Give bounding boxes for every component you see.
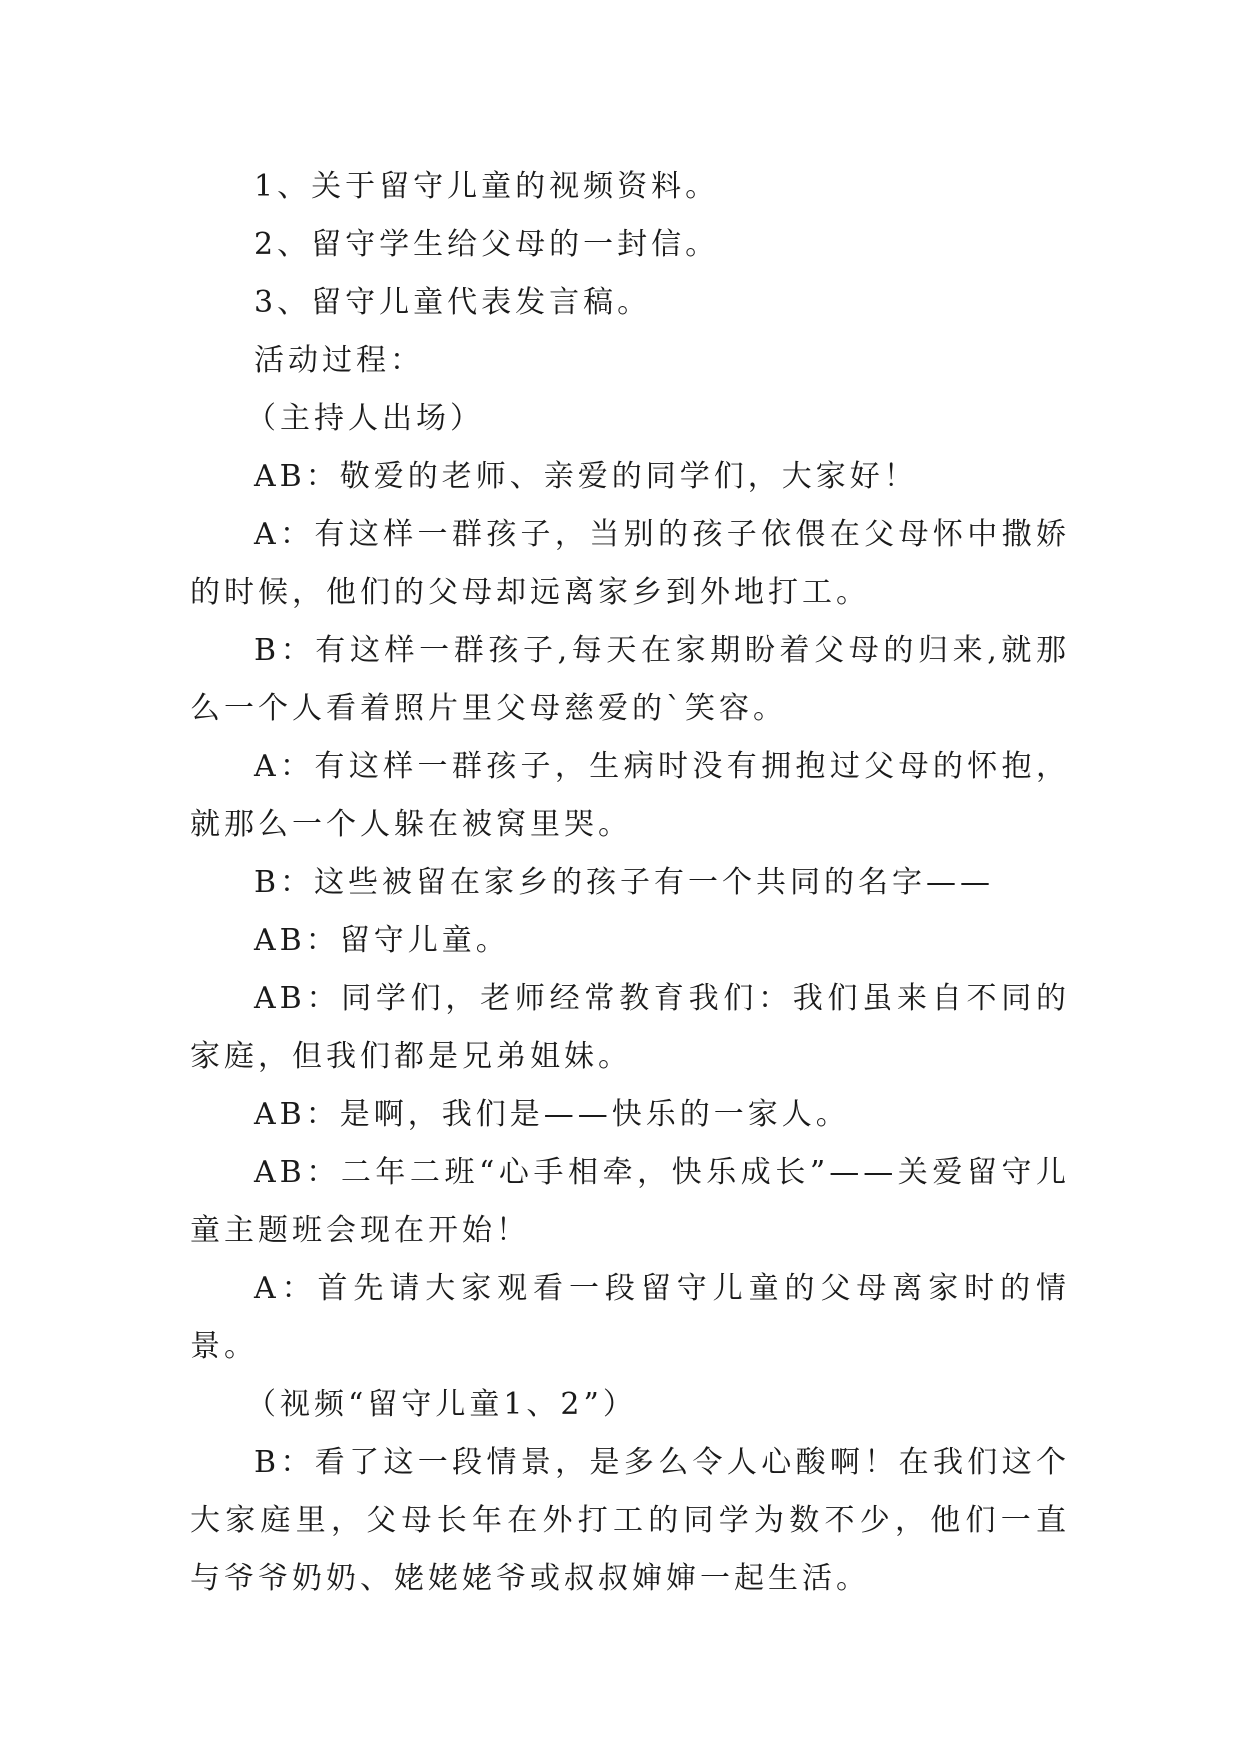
dialogue-line: A：首先请大家观看一段留守儿童的父母离家时的情景。 [190,1271,1070,1364]
list-item-letter-to-parents: 2、留守学生给父母的一封信。 [254,227,720,262]
dialogue-line: AB：留守儿童。 [254,923,510,958]
dialogue-line: AB：二年二班“心手相牵，快乐成长”——关爱留守儿童主题班会现在开始！ [190,1155,1070,1248]
dialogue-line: AB：敬爱的老师、亲爱的同学们，大家好！ [254,459,918,494]
list-item-speech-draft: 3、留守儿童代表发言稿。 [254,285,652,320]
list-item-video-materials: 1、关于留守儿童的视频资料。 [254,169,720,204]
dialogue-line: A：有这样一群孩子，当别的孩子依偎在父母怀中撒娇的时候，他们的父母却远离家乡到外地打工。 [190,517,1070,610]
stage-direction-video: （视频“留守儿童1、2”） [246,1387,637,1422]
stage-direction-host-enters: （主持人出场） [246,401,484,436]
dialogue-line: AB：同学们，老师经常教育我们：我们虽来自不同的家庭，但我们都是兄弟姐妹。 [190,981,1070,1074]
dialogue-line: B：有这样一群孩子,每天在家期盼着父母的归来,就那么一个人看着照片里父母慈爱的`笑容。 [190,633,1070,726]
dialogue-line: B：看了这一段情景，是多么令人心酸啊！在我们这个大家庭里，父母长年在外打工的同学为数不少，他们一直与爷爷奶奶、姥姥姥爷或叔叔婶婶一起生活。 [190,1445,1070,1596]
section-heading-activity-process: 活动过程： [254,343,424,378]
dialogue-line: B：这些被留在家乡的孩子有一个共同的名字—— [254,865,995,900]
dialogue-line: A：有这样一群孩子，生病时没有拥抱过父母的怀抱，就那么一个人躲在被窝里哭。 [190,749,1070,842]
document-body [190,158,1070,1608]
dialogue-line: AB：是啊，我们是——快乐的一家人。 [254,1097,850,1132]
